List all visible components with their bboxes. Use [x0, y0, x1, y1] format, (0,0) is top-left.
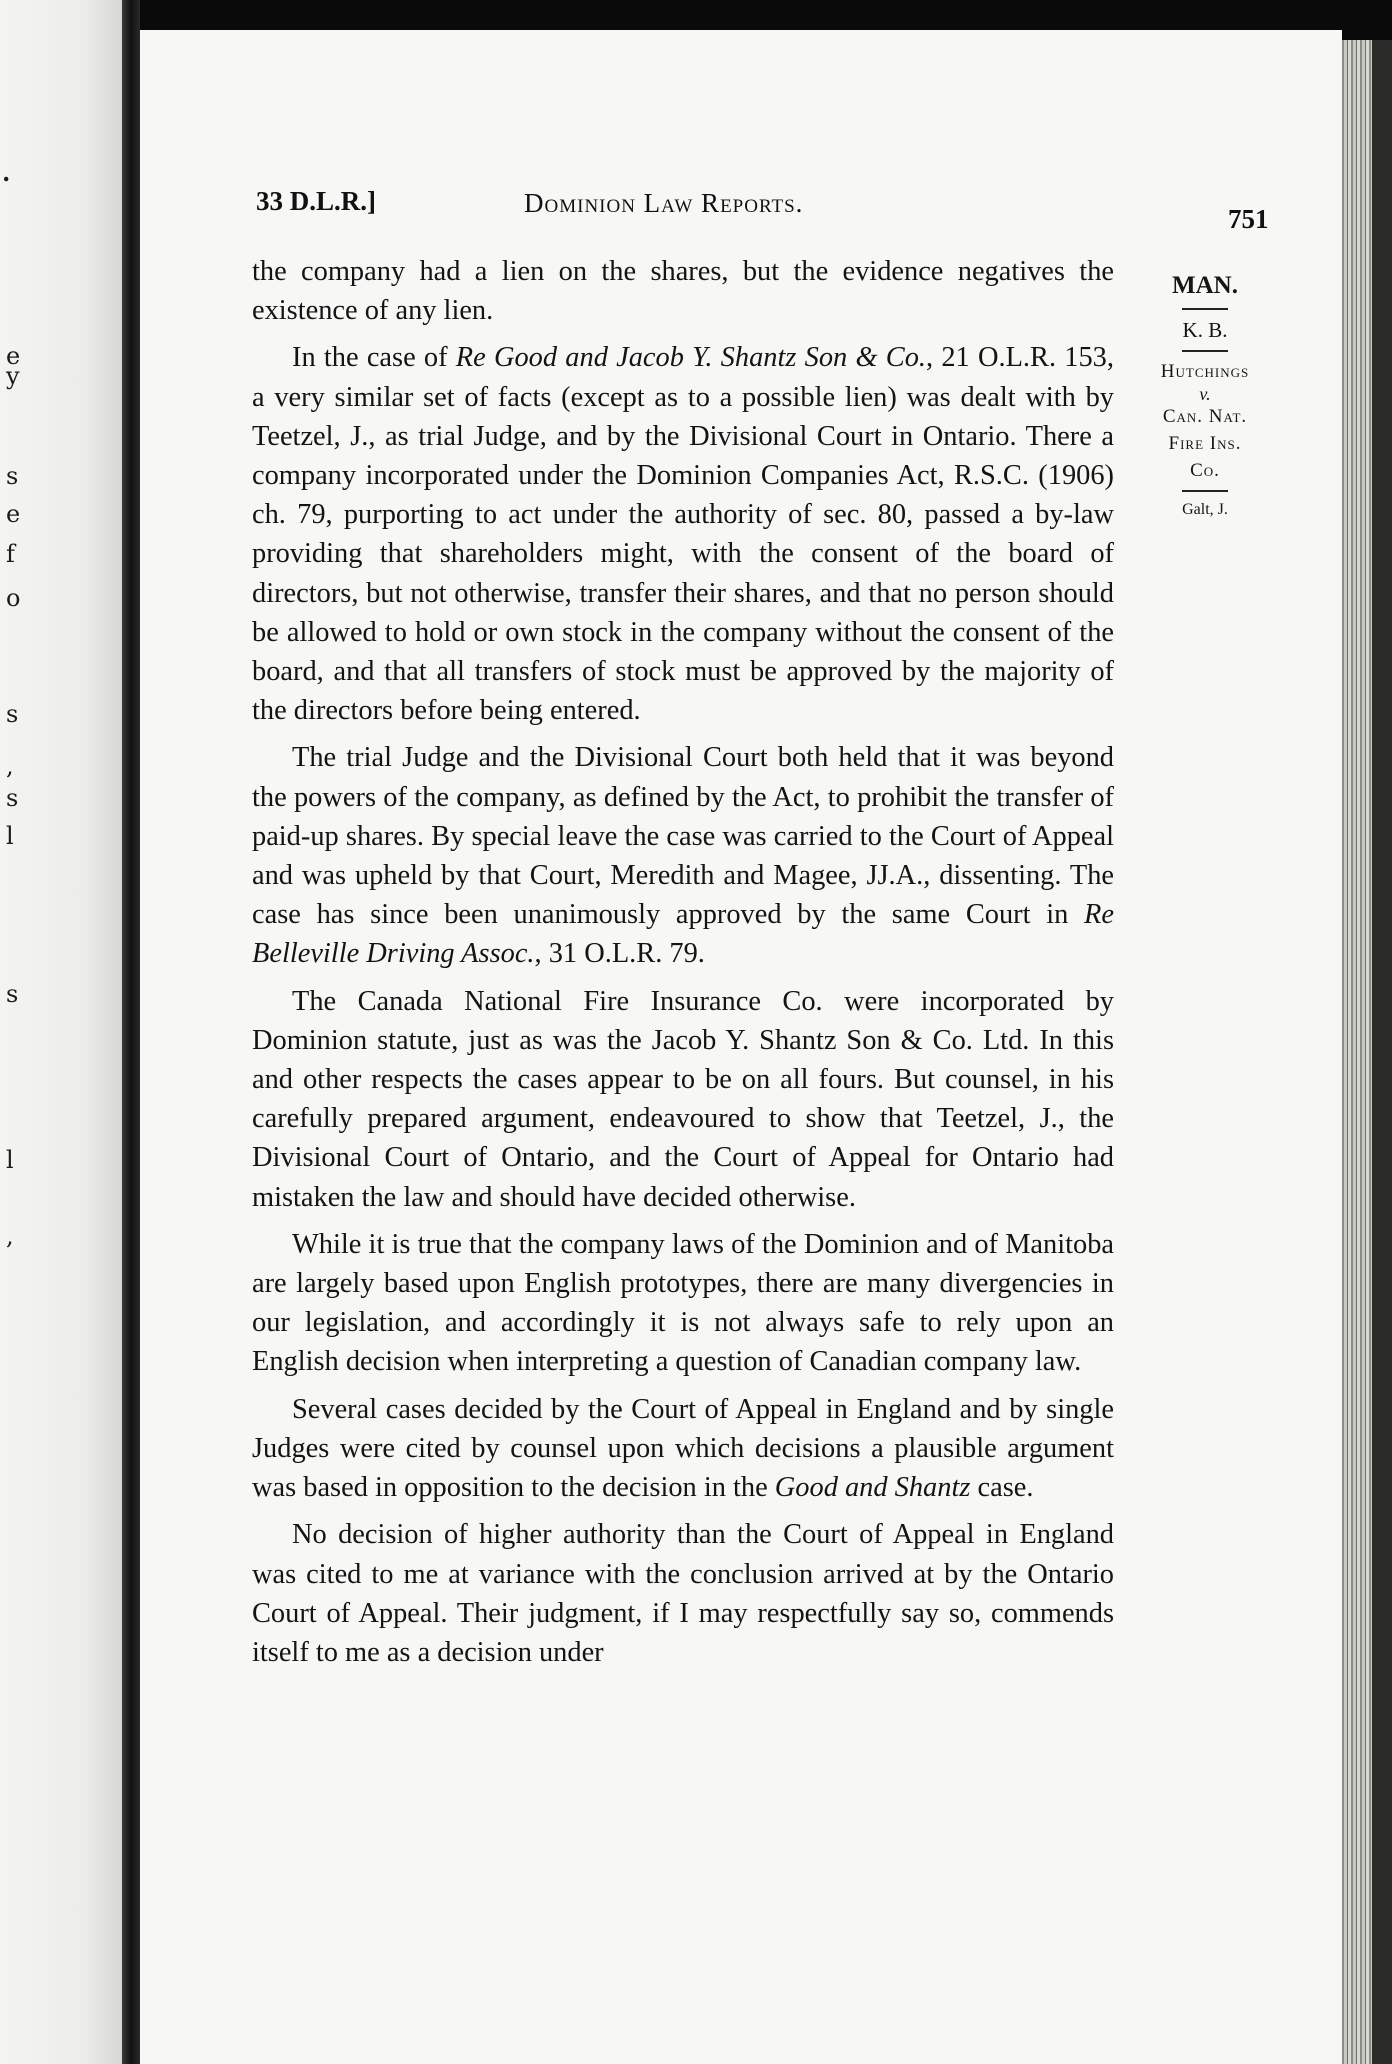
volume-reference: 33 D.L.R.] [256, 186, 376, 216]
text-run: , 21 O.L.R. 153, a very similar set of facts (except as to a possible lien) was dealt with by Teetzel, J., as trial Judge, and by the Divisional Court in Ontario. There a company incorporated under the Dominion Companies Act, R.S.C. (1906) ch. 79, purporting to act under the authority of sec. 80, passed a by-law providing that shareholders might, with the consent of the board of directors, but not otherwise, transfer their shares, and that no person should be allowed to hold or own stock in the company without the consent of the board, and that all transfers of stock must be approved by the majority of the directors before being entered. [252, 342, 1114, 727]
text-run: , 31 O.L.R. 79. [534, 938, 705, 970]
facing-page-char: s [6, 700, 19, 728]
paragraph: While it is true that the company laws of the Dominion and of Manitoba are largely based upon English prototypes, there are many divergencies in our legislation, and accordingly it is not always safe to rely upon an English decision when interpreting a question of Canadian company law. [252, 1228, 1114, 1378]
paragraph [252, 738, 1114, 973]
facing-page-char: e [6, 342, 21, 370]
text-run: The trial Judge and the Divisional Court both held that it was beyond the powers of the company, as defined by the Act, to prohibit the transfer of paid-up shares. By special leave the case was carried to the Court of Appeal and was upheld by that Court, Meredith and Magee, JJ.A., dissenting. The case has since been unanimously approved by the same Court in [252, 742, 1114, 931]
case-party: Can. Nat. [1162, 406, 1248, 427]
scan-border [1372, 40, 1392, 2064]
book-gutter [122, 0, 140, 2064]
case-party: Co. [1190, 460, 1220, 481]
divider [1182, 308, 1228, 310]
text-run: In the case of [292, 342, 456, 374]
facing-page-char: s [6, 980, 19, 1008]
case-party: Hutchings [1160, 361, 1250, 382]
text-run: Several cases decided by the Court of Appeal in England and by single Judges were cited by counsel upon which decisions a plausible argument was based in opposition to the decision in the [252, 1393, 1114, 1504]
running-header [140, 178, 1342, 238]
facing-page-char: f [6, 540, 15, 568]
divider [1182, 490, 1228, 492]
page-number: 751 [1228, 204, 1269, 234]
judge-label: Galt, J. [1182, 501, 1228, 518]
facing-page-char: . [2, 158, 11, 187]
facing-page-char: l [6, 822, 14, 850]
facing-page-char: y [6, 362, 20, 390]
body-text [252, 252, 1114, 1680]
paragraph [252, 1390, 1114, 1508]
facing-page-char: s [6, 784, 19, 812]
paragraph: the company had a lien on the shares, but the evidence negatives the existence of any lien. [252, 256, 1114, 327]
case-citation: Re Belleville Driving Assoc. [252, 899, 1114, 970]
facing-page-char: s [6, 462, 19, 490]
facing-page-char: e [6, 500, 21, 528]
versus-label: v. [1199, 384, 1211, 404]
facing-page-char: , [6, 1222, 14, 1250]
marginal-note [1120, 270, 1290, 522]
page-stack-edge [1342, 40, 1372, 2064]
facing-page-char: o [6, 584, 21, 612]
facing-page-edge [0, 0, 122, 2064]
paragraph: The Canada National Fire Insurance Co. were incorporated by Dominion statute, just as was the Jacob Y. Shantz Son & Co. Ltd. In this and other respects the cases appear to be on all fours. But counsel, in his carefully prepared argument, endeavoured to show that Teetzel, J., the Divisional Court of Ontario, and the Court of Appeal for Ontario had mistaken the law and should have decided otherwise. [252, 985, 1114, 1213]
case-citation: Re Good and Jacob Y. Shantz Son & Co. [455, 342, 927, 374]
paragraph [252, 338, 1114, 730]
book-page [140, 30, 1342, 2064]
text-run: case. [970, 1472, 1034, 1504]
case-party: Fire Ins. [1168, 433, 1242, 454]
facing-page-char: l [6, 1146, 14, 1174]
paragraph: No decision of higher authority than the Court of Appeal in England was cited to me at variance with the conclusion arrived at by the Ontario Court of Appeal. Their judgment, if I may respectfully say so, commends itself to me as a decision under [252, 1519, 1114, 1668]
case-citation: Good and Shantz [774, 1472, 971, 1504]
court-label: MAN. [1172, 272, 1238, 299]
division-label: K. B. [1182, 318, 1228, 342]
facing-page-char: , [6, 752, 14, 780]
divider [1182, 350, 1228, 352]
report-title: Dominion Law Reports. [524, 188, 804, 218]
